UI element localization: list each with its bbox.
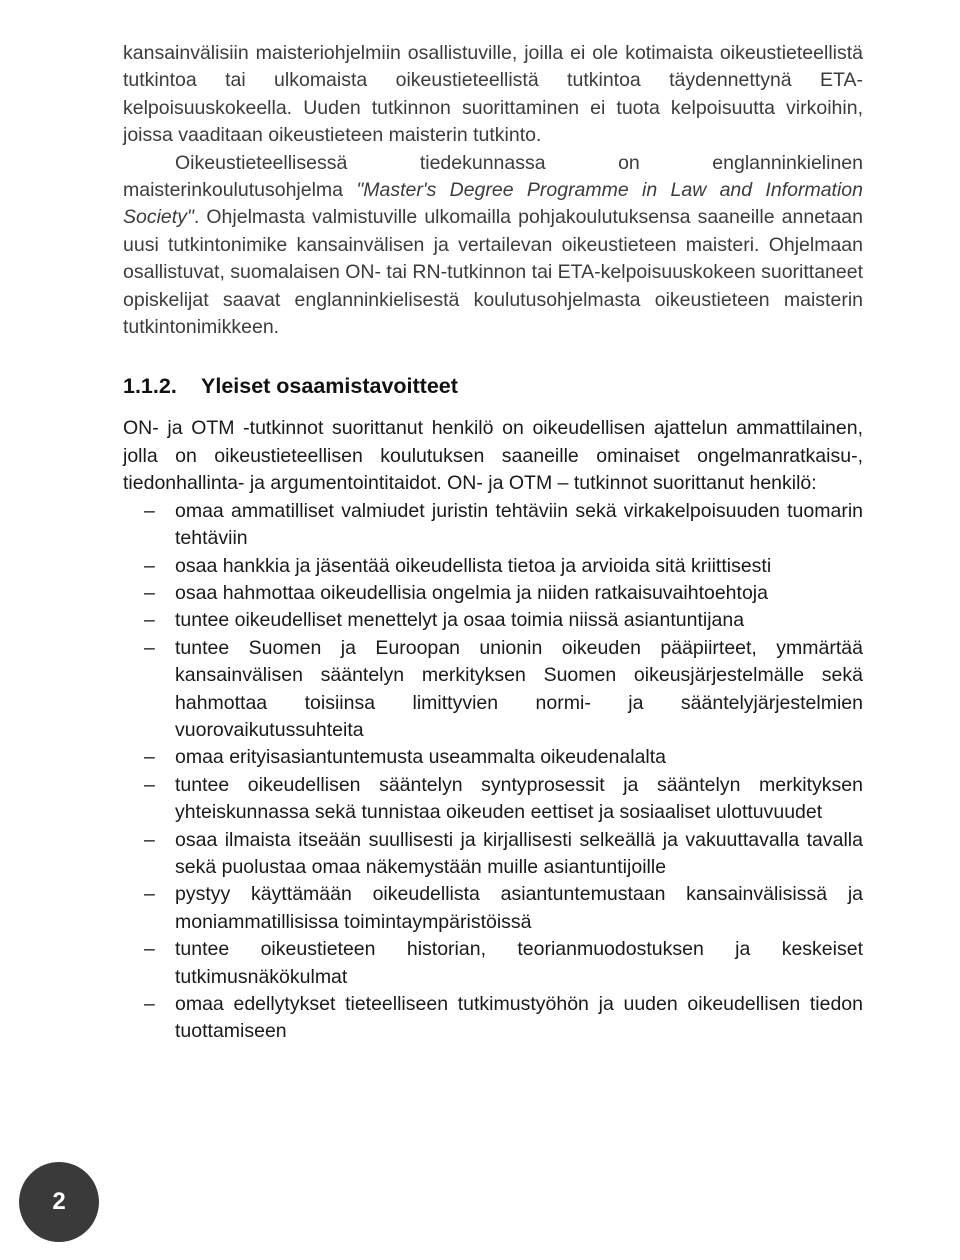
list-item bbox=[123, 553, 863, 580]
list-item-text: pystyy käyttämään oikeudellista asiantuntemustaan kansainvälisissä ja moniammatillisissa toimintaympäristöissä bbox=[175, 883, 863, 933]
section-number: 1.1.2. bbox=[123, 374, 177, 399]
list-dash: – bbox=[144, 554, 155, 577]
list-item bbox=[123, 580, 863, 607]
section-lead-paragraph: ON- ja OTM -tutkinnot suorittanut henkilö on oikeudellisen ajattelun ammattilainen, jolla on oikeustieteellisen koulutuksen saaneille ominaiset ongelmanratkaisu-, tiedonhallinta- ja argumentointitaidot. ON- ja OTM – tutkinnot suorittanut henkilö: bbox=[123, 417, 863, 495]
objectives-list bbox=[123, 498, 863, 1046]
list-item bbox=[123, 635, 863, 745]
list-dash: – bbox=[144, 746, 155, 769]
list-item-text: osaa hankkia ja jäsentää oikeudellista tietoa ja arvioida sitä kriittisesti bbox=[175, 554, 772, 577]
list-item bbox=[123, 827, 863, 882]
list-dash: – bbox=[144, 993, 155, 1015]
list-item-text: osaa hahmottaa oikeudellisia ongelmia ja niiden ratkaisuvaihtoehtoja bbox=[175, 581, 768, 604]
list-dash: – bbox=[144, 609, 155, 632]
programme-name: "Master's Degree Programme in Law and Information Society" bbox=[123, 179, 863, 229]
list-dash: – bbox=[144, 581, 155, 604]
page-number: 2 bbox=[52, 1188, 66, 1215]
list-dash: – bbox=[144, 499, 155, 522]
list-item-text: omaa ammatilliset valmiudet juristin tehtäviin sekä virkakelpoisuuden tuomarin tehtäviin bbox=[175, 499, 863, 550]
list-item-text: tuntee oikeudelliset menettelyt ja osaa toimia niissä asiantuntijana bbox=[175, 609, 745, 632]
list-dash: – bbox=[144, 828, 155, 851]
section-heading bbox=[123, 371, 863, 401]
document-page bbox=[123, 40, 863, 1046]
list-dash: – bbox=[144, 883, 155, 906]
intro-paragraph-2 bbox=[123, 150, 863, 342]
list-item-text: omaa edellytykset tieteelliseen tutkimustyöhön ja uuden oikeudellisen tiedon tuottamiseen bbox=[175, 993, 863, 1043]
section-title: Yleiset osaamistavoitteet bbox=[201, 374, 458, 399]
list-item-text: omaa erityisasiantuntemusta useammalta oikeudenalalta bbox=[175, 746, 667, 769]
list-dash: – bbox=[144, 773, 155, 796]
list-item bbox=[123, 936, 863, 991]
list-item bbox=[123, 881, 863, 936]
intro-paragraph-2-end: . Ohjelmasta valmistuville ulkomailla pohjakoulutuksensa saaneille annetaan uusi tutkintonimike kansainvälisen ja vertailevan oikeustieteen maisteri. Ohjelmaan osallistuvat, suomalaisen ON- tai RN-tutkinnon tai ETA-kelpoisuuskokeen suorittaneet opiskelijat saavat englanninkielisestä koulutusohjelmasta oikeustieteen maisterin tutkintonimikkeen. bbox=[123, 206, 863, 339]
list-dash: – bbox=[144, 636, 155, 659]
intro-paragraph-2-start: Oikeustieteellisessä tiedekunnassa on englanninkielinen maisterinkoulutusohjelma bbox=[123, 151, 863, 202]
list-item-text: osaa ilmaista itseään suullisesti ja kirjallisesti selkeällä ja vakuuttavalla tavalla sekä puolustaa omaa näkemystään muille asiantuntijoille bbox=[175, 828, 863, 878]
list-item bbox=[123, 772, 863, 827]
list-item bbox=[123, 498, 863, 553]
list-item-text: tuntee oikeudellisen sääntelyn syntyprosessit ja sääntelyn merkityksen yhteiskunnassa sekä tunnistaa oikeuden eettiset ja sosiaaliset ulottuvuudet bbox=[175, 773, 863, 824]
list-item-text: tuntee oikeustieteen historian, teorianmuodostuksen ja keskeiset tutkimusnäkökulmat bbox=[175, 938, 863, 988]
page-number-badge bbox=[19, 1162, 99, 1242]
intro-paragraph-1: kansainvälisiin maisteriohjelmiin osallistuville, joilla ei ole kotimaista oikeustieteellistä tutkintoa tai ulkomaista oikeustieteellistä tutkintoa täydennettynä ETA-kelpoisuuskokeella. Uuden tutkinnon suorittaminen ei tuota kelpoisuutta virkoihin, joissa vaaditaan oikeustieteen maisterin tutkinto. bbox=[123, 42, 863, 147]
list-item bbox=[123, 991, 863, 1046]
list-item bbox=[123, 744, 863, 771]
list-dash: – bbox=[144, 938, 155, 961]
list-item-text: tuntee Suomen ja Euroopan unionin oikeuden pääpiirteet, ymmärtää kansainvälisen sääntelyn merkityksen Suomen oikeusjärjestelmälle sekä hahmottaa toisiinsa limittyvien normi- ja sääntelyjärjestelmien vuorovaikutussuhteita bbox=[175, 636, 863, 741]
list-item bbox=[123, 607, 863, 634]
